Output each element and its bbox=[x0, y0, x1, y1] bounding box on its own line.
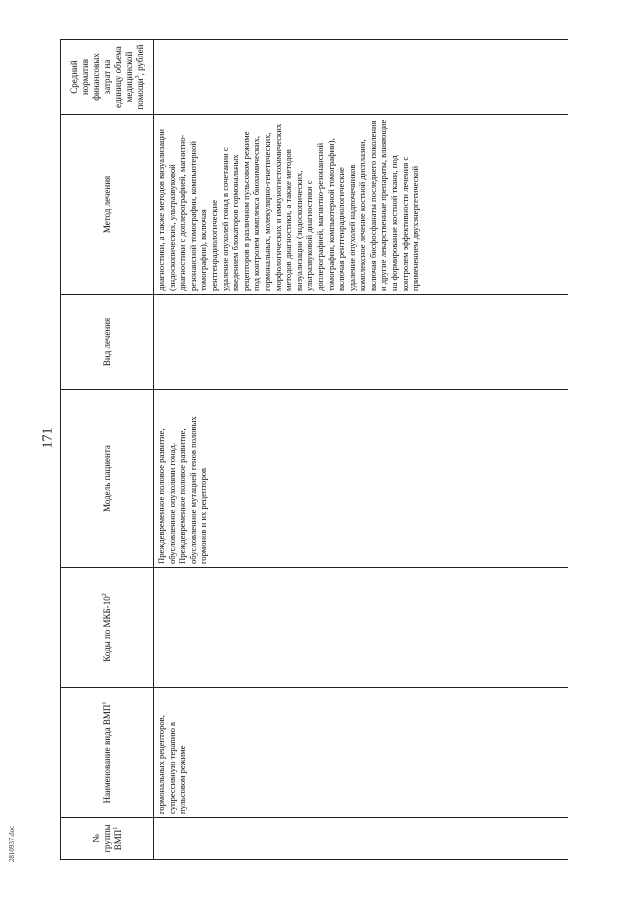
patient-model-text: Преждевременное половое развитие, обусловленное опухолями гонад. bbox=[156, 428, 177, 564]
header-icd-codes: Коды по МКБ-$10^2$ bbox=[61, 568, 154, 688]
header-group-number: № группы ВМП$^1$ bbox=[61, 818, 154, 860]
vmp-table bbox=[60, 39, 568, 860]
header-vmp-name: Наименование вида ВМП$^1$ bbox=[61, 688, 154, 818]
treatment-method-text: комплексное лечение костной дисплазии, включая бисфосфанаты последнего поколения и другие лекарственные препараты, влияющие на формирование костной ткани, под контролем эффективности лечения с применением двухэнергетической bbox=[357, 119, 421, 291]
table-header-row bbox=[61, 40, 154, 860]
treatment-method-text: удаление опухолей надпочечников bbox=[346, 164, 357, 291]
page-number: 171 bbox=[40, 427, 56, 449]
header-treatment-method: Метод лечения bbox=[61, 115, 154, 295]
table-row bbox=[154, 40, 569, 860]
header-cost-norm: Средний норматив финансовых затрат на единицу объема медицинской помощи$^3$, рублей bbox=[61, 40, 154, 115]
treatment-method-text: диагностики, а также методов визуализации (эндоскопических, ультразвуковой диагностики с доплерографией, магнитно-резонансной томографии, компьютерной томографии), включая рентгенрадиологические bbox=[156, 129, 219, 291]
cell-treatment-method bbox=[154, 115, 569, 295]
header-treatment-type: Вид лечения bbox=[61, 295, 154, 390]
cell-patient-model bbox=[154, 390, 569, 568]
cell-treatment-type bbox=[154, 295, 569, 390]
patient-model-text: Преждевременное половое развитие, обусловленное мутацией генов половых гормонов и их рецепторов bbox=[177, 416, 209, 564]
rotated-table-sheet bbox=[60, 40, 580, 860]
cell-group-number bbox=[154, 818, 569, 860]
document-id: 2810937.doc bbox=[8, 825, 17, 863]
header-patient-model: Модель пациента bbox=[61, 390, 154, 568]
cell-cost-norm bbox=[154, 40, 569, 115]
cell-vmp-name: гормональных рецепторов, супрессивную терапию в пульсовом режиме bbox=[154, 688, 569, 818]
treatment-method-text: удаление опухолей гонад в сочетании с введением блокаторов гормональных рецепторов в различном пульсовом режиме под контролем комплекса биохимических, гормональных, молекулярно-генетических, морфологических и иммуногистохимических методов диагностики, а также методов визуализации (эндоскопических, ультразвуковой диагностики с доплерографией, магнитно-резонансной томографии, компьютерной томографии), включая рентгенрадиологические bbox=[219, 123, 347, 291]
cell-icd-codes bbox=[154, 568, 569, 688]
